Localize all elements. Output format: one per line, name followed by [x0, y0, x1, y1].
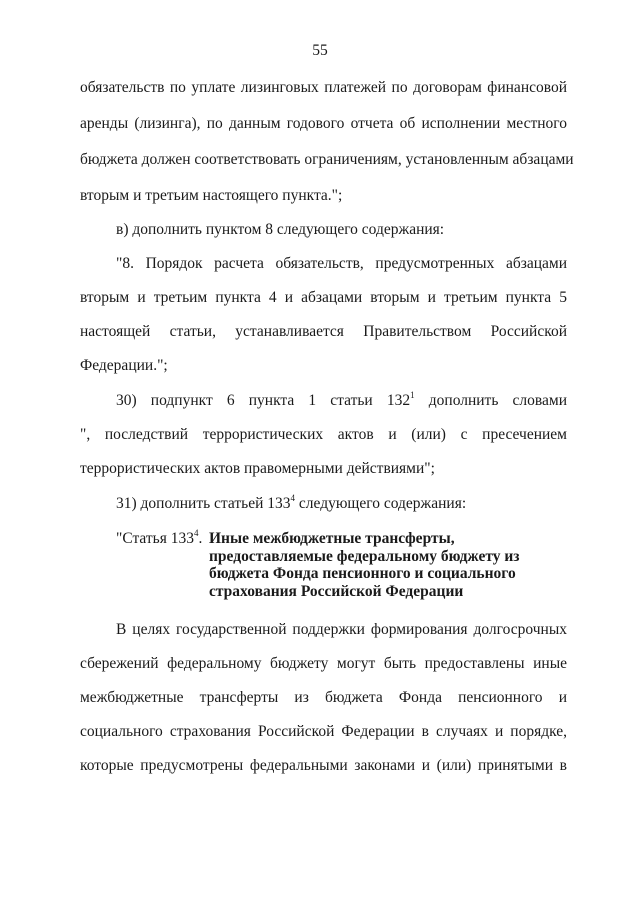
- text-fragment: 30) подпункт 6 пункта 1 статьи 132: [116, 392, 411, 409]
- text-line: Федерации.";: [80, 357, 168, 374]
- text-fragment: следующего содержания:: [295, 495, 467, 512]
- article-title: [209, 530, 569, 600]
- article-title-line: предоставляемые федеральному бюджету из: [209, 547, 520, 565]
- article-title-line: страхования Российской Федерации: [209, 582, 464, 600]
- text-line: межбюджетные трансферты из бюджета Фонда пенсионного и: [80, 689, 567, 706]
- text-fragment: "Статья 133: [116, 530, 194, 547]
- text-line: террористических актов правомерными действиями";: [80, 460, 435, 477]
- text-line: [116, 392, 567, 410]
- text-line: которые предусмотрены федеральными законами и (или) принятыми в: [80, 757, 567, 774]
- text-line: настоящей статьи, устанавливается Правительством Российской: [80, 323, 567, 340]
- text-line: в) дополнить пунктом 8 следующего содержания:: [116, 221, 445, 238]
- text-line: "8. Порядок расчета обязательств, предусмотренных абзацами: [116, 255, 567, 272]
- text-line: В целях государственной поддержки формирования долгосрочных: [116, 621, 567, 638]
- text-line: обязательств по уплате лизинговых платежей по договорам финансовой: [80, 79, 567, 96]
- text-line: вторым и третьим пункта 4 и абзацами вторым и третьим пункта 5: [80, 289, 567, 306]
- text-line: ", последствий террористических актов и (или) с пресечением: [80, 426, 567, 443]
- superscript: 4: [194, 528, 199, 538]
- text-line: вторым и третьим настоящего пункта.";: [80, 187, 343, 204]
- text-line: аренды (лизинга), по данным годового отчета об исполнении местного: [80, 115, 567, 132]
- superscript: 4: [290, 493, 296, 503]
- text-line: социального страхования Российской Федерации в случаях и порядке,: [80, 723, 567, 740]
- text-fragment: дополнить словами: [414, 392, 568, 409]
- article-title-line: Иные межбюджетные трансферты,: [209, 530, 455, 547]
- article-title-line: бюджета Фонда пенсионного и социального: [209, 565, 516, 582]
- text-fragment: 31) дополнить статьей 133: [116, 495, 291, 512]
- text-line: бюджета должен соответствовать ограничениям, установленным абзацами: [80, 151, 574, 168]
- text-line: сбережений федеральному бюджету могут быть предоставлены иные: [80, 655, 567, 672]
- article-label: [116, 530, 202, 548]
- text-line: [116, 495, 567, 513]
- page-number: 55: [312, 42, 328, 59]
- text-fragment: .: [198, 530, 203, 547]
- superscript: 1: [410, 390, 415, 400]
